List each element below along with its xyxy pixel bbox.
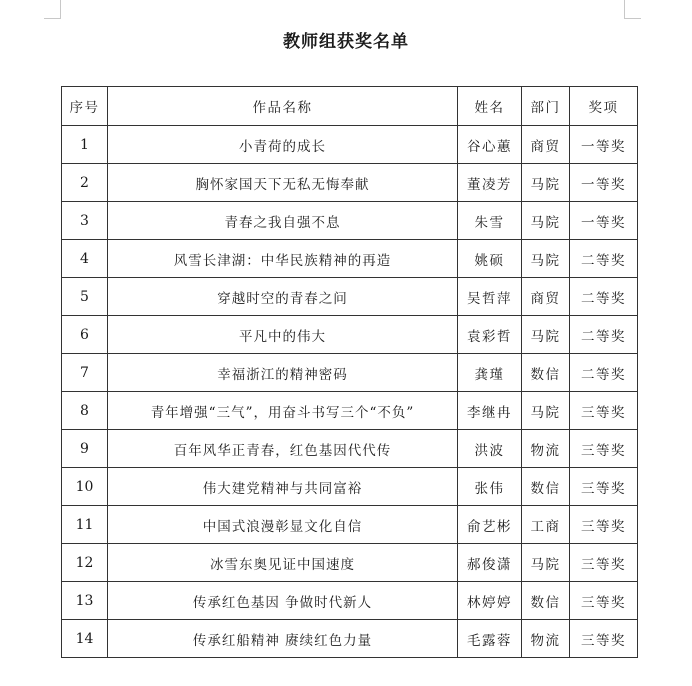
cell-dept: 商贸: [522, 278, 570, 316]
cell-no: 7: [62, 354, 108, 392]
table-header-row: [62, 87, 638, 126]
table-row: [62, 392, 638, 430]
page-corner-mark-left: [44, 0, 61, 19]
table-row: [62, 582, 638, 620]
table-row: [62, 620, 638, 658]
cell-name: 郝俊潇: [458, 544, 522, 582]
cell-dept: 马院: [522, 240, 570, 278]
cell-no: 12: [62, 544, 108, 582]
cell-award: 三等奖: [570, 582, 638, 620]
cell-work: 风雪长津湖：中华民族精神的再造: [108, 240, 458, 278]
cell-dept: 工商: [522, 506, 570, 544]
cell-work: 小青荷的成长: [108, 126, 458, 164]
cell-name: 姚硕: [458, 240, 522, 278]
header-award: 奖项: [570, 87, 638, 126]
cell-dept: 商贸: [522, 126, 570, 164]
header-work: 作品名称: [108, 87, 458, 126]
cell-work: 冰雪东奥见证中国速度: [108, 544, 458, 582]
table-row: [62, 544, 638, 582]
cell-dept: 数信: [522, 582, 570, 620]
cell-award: 三等奖: [570, 468, 638, 506]
table-row: [62, 202, 638, 240]
cell-dept: 马院: [522, 164, 570, 202]
cell-work: 伟大建党精神与共同富裕: [108, 468, 458, 506]
cell-work: 幸福浙江的精神密码: [108, 354, 458, 392]
cell-no: 4: [62, 240, 108, 278]
cell-work: 传承红色基因 争做时代新人: [108, 582, 458, 620]
cell-dept: 数信: [522, 468, 570, 506]
cell-dept: 马院: [522, 392, 570, 430]
cell-name: 张伟: [458, 468, 522, 506]
cell-no: 5: [62, 278, 108, 316]
cell-dept: 马院: [522, 316, 570, 354]
cell-dept: 物流: [522, 620, 570, 658]
header-dept: 部门: [522, 87, 570, 126]
table-row: [62, 126, 638, 164]
cell-work: 传承红船精神 赓续红色力量: [108, 620, 458, 658]
cell-work: 青春之我自强不息: [108, 202, 458, 240]
cell-no: 1: [62, 126, 108, 164]
header-no: 序号: [62, 87, 108, 126]
page-title: 教师组获奖名单: [283, 32, 409, 52]
cell-no: 2: [62, 164, 108, 202]
cell-work: 青年增强“三气”，用奋斗书写三个“不负”: [108, 392, 458, 430]
cell-name: 李继冉: [458, 392, 522, 430]
cell-award: 一等奖: [570, 126, 638, 164]
table-row: [62, 316, 638, 354]
cell-name: 袁彩哲: [458, 316, 522, 354]
cell-name: 洪波: [458, 430, 522, 468]
table-row: [62, 354, 638, 392]
cell-name: 董凌芳: [458, 164, 522, 202]
cell-work: 穿越时空的青春之问: [108, 278, 458, 316]
award-table: [61, 86, 638, 658]
cell-name: 龚瑾: [458, 354, 522, 392]
cell-award: 二等奖: [570, 316, 638, 354]
cell-award: 一等奖: [570, 202, 638, 240]
cell-no: 6: [62, 316, 108, 354]
cell-award: 三等奖: [570, 506, 638, 544]
table-row: [62, 278, 638, 316]
cell-award: 一等奖: [570, 164, 638, 202]
cell-no: 8: [62, 392, 108, 430]
cell-no: 3: [62, 202, 108, 240]
cell-name: 俞艺彬: [458, 506, 522, 544]
cell-award: 二等奖: [570, 278, 638, 316]
cell-no: 11: [62, 506, 108, 544]
cell-no: 10: [62, 468, 108, 506]
cell-no: 13: [62, 582, 108, 620]
cell-no: 14: [62, 620, 108, 658]
cell-no: 9: [62, 430, 108, 468]
cell-award: 三等奖: [570, 392, 638, 430]
cell-name: 朱雪: [458, 202, 522, 240]
cell-work: 百年风华正青春，红色基因代代传: [108, 430, 458, 468]
table-row: [62, 240, 638, 278]
cell-work: 胸怀家国天下无私无悔奉献: [108, 164, 458, 202]
cell-name: 谷心蕙: [458, 126, 522, 164]
cell-work: 中国式浪漫彰显文化自信: [108, 506, 458, 544]
cell-name: 吴哲萍: [458, 278, 522, 316]
cell-award: 二等奖: [570, 240, 638, 278]
cell-award: 三等奖: [570, 620, 638, 658]
table-row: [62, 506, 638, 544]
page-corner-mark-right: [624, 0, 641, 19]
cell-award: 三等奖: [570, 430, 638, 468]
cell-award: 三等奖: [570, 544, 638, 582]
table-row: [62, 468, 638, 506]
table-row: [62, 164, 638, 202]
cell-name: 林婷婷: [458, 582, 522, 620]
cell-dept: 数信: [522, 354, 570, 392]
cell-dept: 物流: [522, 430, 570, 468]
cell-dept: 马院: [522, 202, 570, 240]
cell-dept: 马院: [522, 544, 570, 582]
table-row: [62, 430, 638, 468]
cell-name: 毛露蓉: [458, 620, 522, 658]
cell-award: 二等奖: [570, 354, 638, 392]
cell-work: 平凡中的伟大: [108, 316, 458, 354]
header-name: 姓名: [458, 87, 522, 126]
